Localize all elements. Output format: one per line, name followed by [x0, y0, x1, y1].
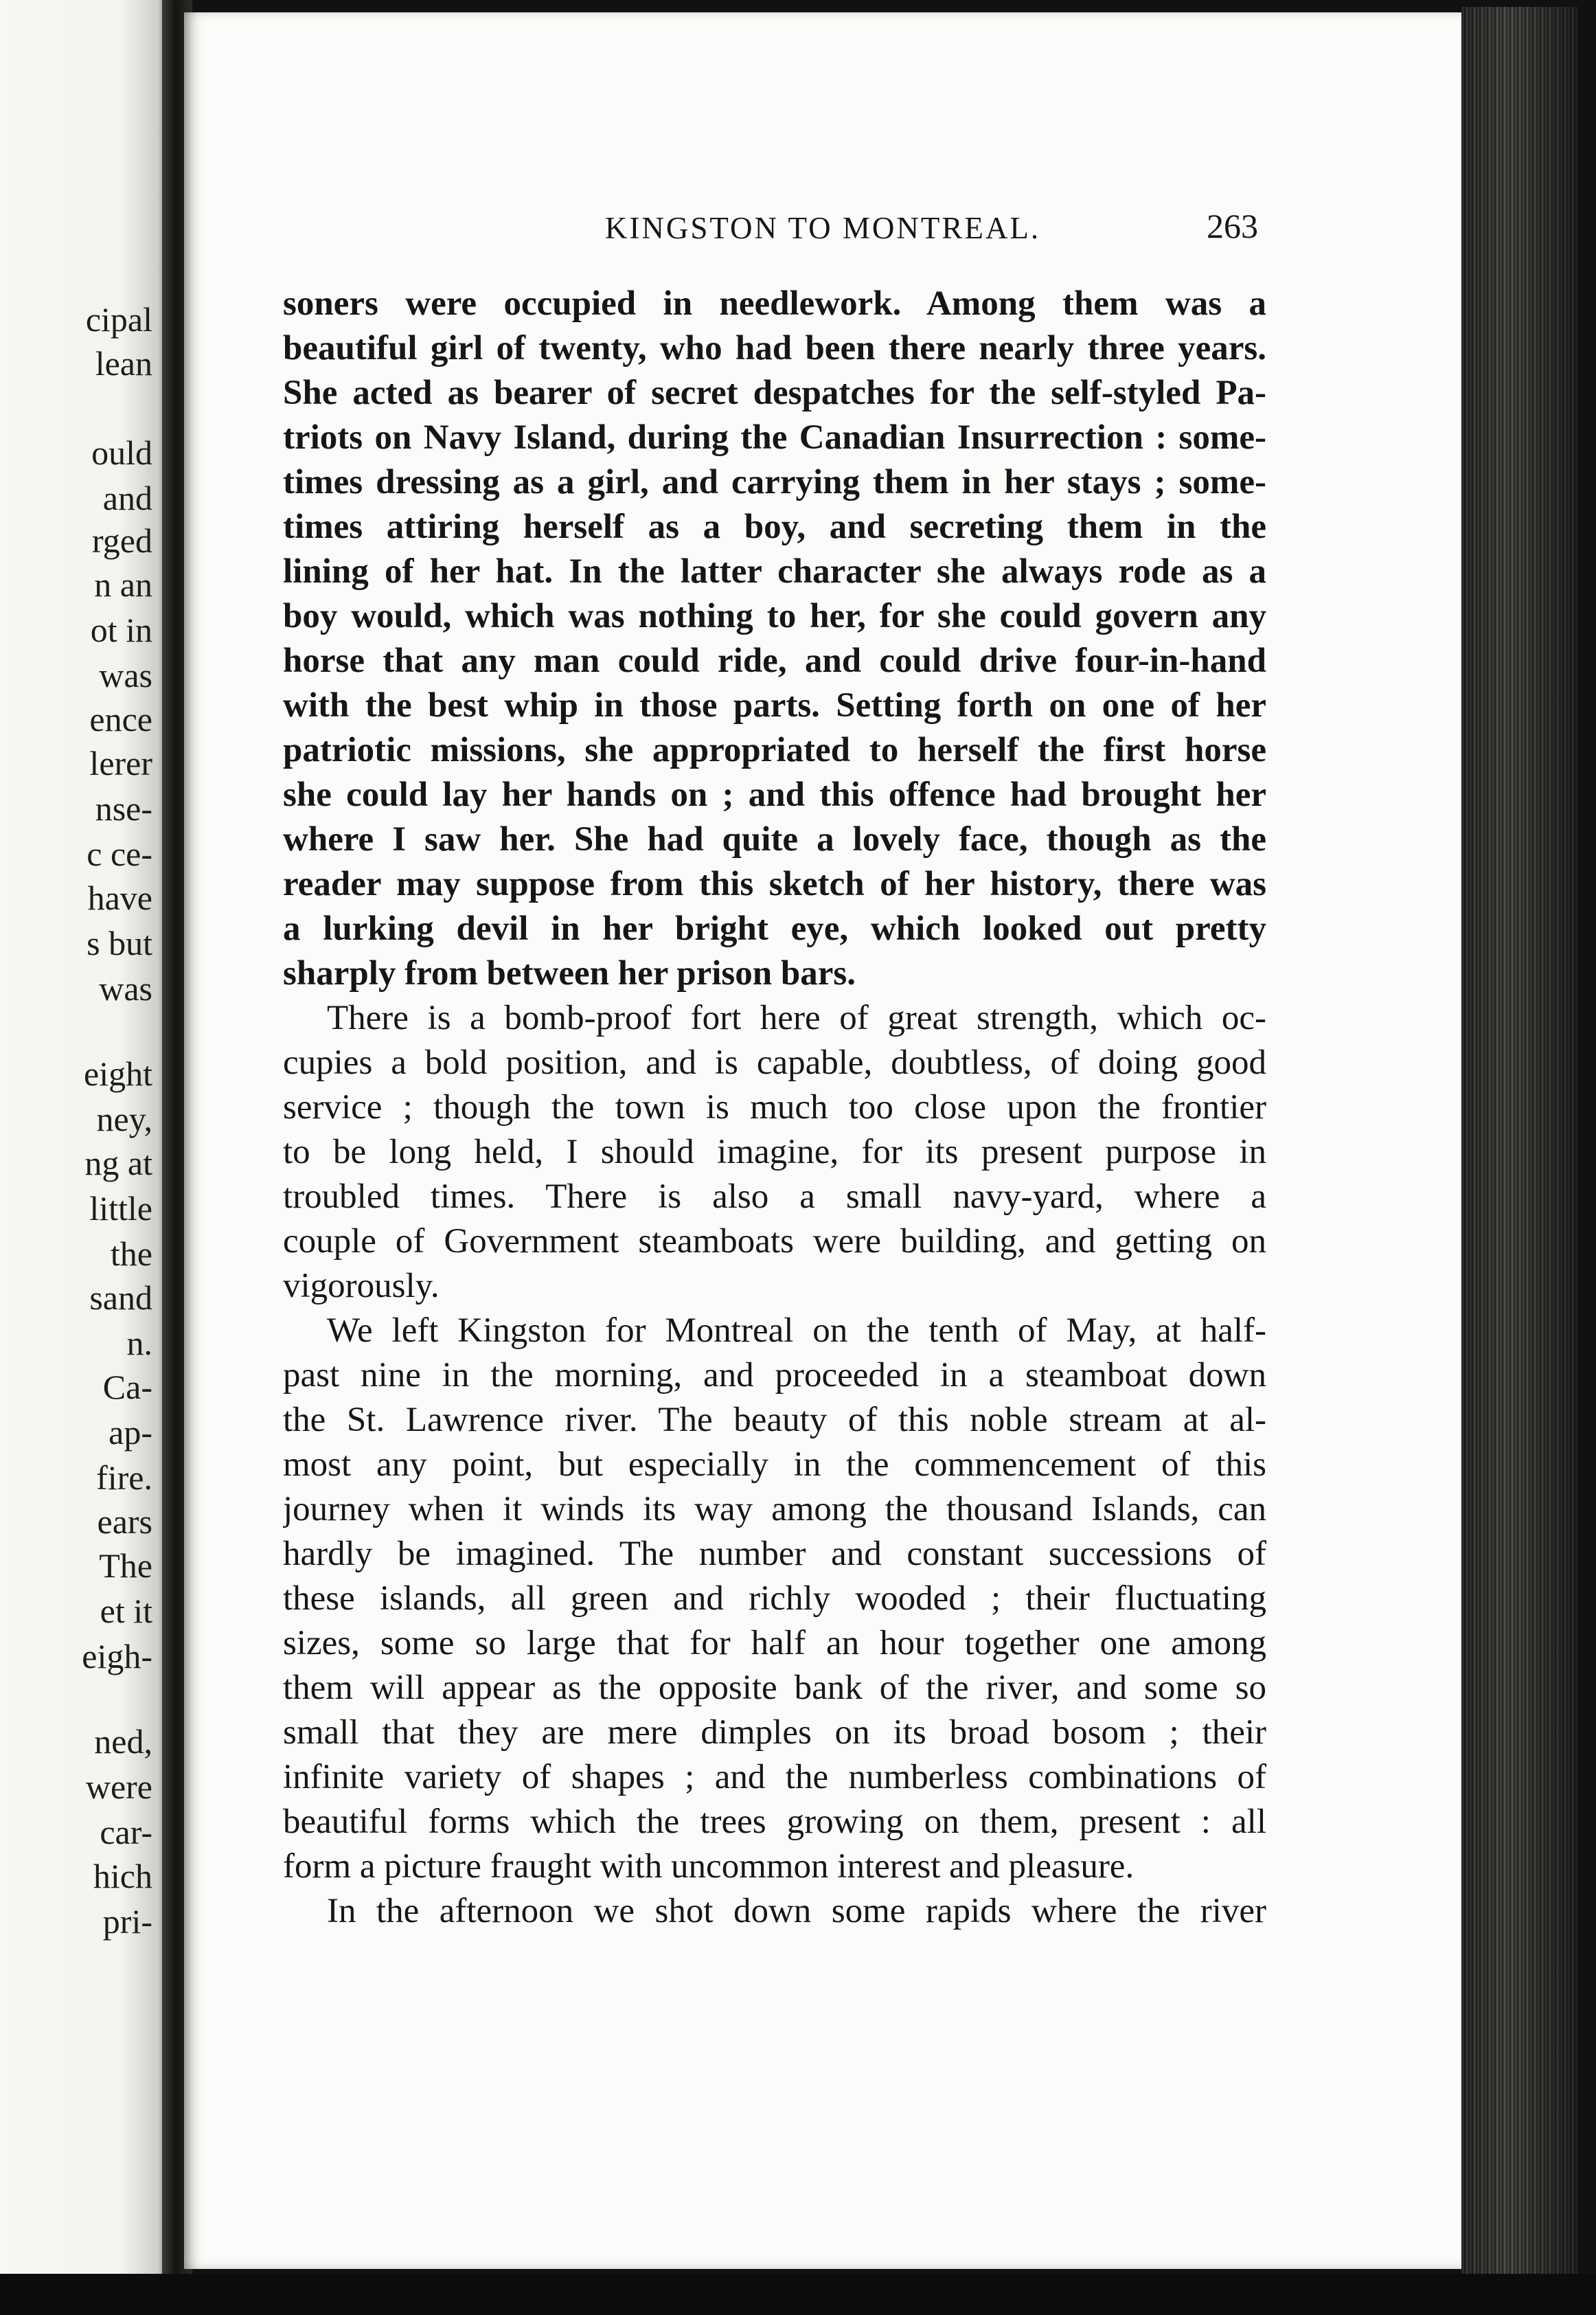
left-page-fragment: ney, [96, 1100, 152, 1138]
left-page-fragment: eight [84, 1054, 152, 1093]
left-page-fragment: lerer [89, 744, 152, 782]
text-line: beautiful girl of twenty, who had been there nearly three years. [283, 329, 1266, 368]
left-page-fragment: eigh- [82, 1637, 152, 1675]
text-line: She acted as bearer of secret despatches for the self-styled Pa- [283, 374, 1266, 412]
text-line: In the afternoon we shot down some rapids where the river [327, 1892, 1266, 1930]
left-page-fragment: ng at [84, 1144, 152, 1182]
left-page-fragment: was [99, 656, 152, 694]
text-line: past nine in the morning, and proceeded in a steamboat down [283, 1356, 1266, 1394]
body-text [283, 282, 1266, 1934]
text-line: hardly be imagined. The number and constant successions of [283, 1535, 1266, 1573]
left-page-fragment: c ce- [87, 835, 152, 873]
text-line: times dressing as a girl, and carrying them in her stays ; some- [283, 463, 1266, 501]
scan-bottom-border [0, 2274, 1596, 2315]
left-page-fragment: s but [87, 924, 152, 962]
text-line: troubled times. There is also a small navy-yard, where a [283, 1177, 1266, 1216]
text-line: with the best whip in those parts. Setting forth on one of her [283, 686, 1266, 725]
text-line: them will appear as the opposite bank of the river, and some so [283, 1669, 1266, 1707]
left-page-fragment: n. [126, 1324, 152, 1362]
text-line: a lurking devil in her bright eye, which looked out pretty [283, 910, 1266, 948]
page-number: 263 [1207, 207, 1258, 245]
left-page-fragment: car- [100, 1813, 152, 1851]
text-line: lining of her hat. In the latter character she always rode as a [283, 552, 1266, 591]
text-line: soners were occupied in needlework. Among them was a [283, 284, 1266, 323]
left-page-fragment: hich [93, 1857, 152, 1895]
text-line: vigorously. [283, 1267, 440, 1305]
left-page-fragment: ould [91, 433, 152, 472]
paragraph [283, 1889, 1266, 1934]
text-line: where I saw her. She had quite a lovely face, though as the [283, 820, 1266, 859]
text-line: most any point, but especially in the commencement of this [283, 1445, 1266, 1484]
running-head: KINGSTON TO MONTREAL. [604, 211, 1041, 245]
paragraph [283, 282, 1266, 996]
text-line: the St. Lawrence river. The beauty of this noble stream at al- [283, 1401, 1266, 1439]
left-page-fragment: were [85, 1768, 152, 1806]
text-line: service ; though the town is much too close upon the frontier [283, 1088, 1266, 1127]
text-line: infinite variety of shapes ; and the numberless combinations of [283, 1758, 1266, 1796]
left-page-fragment: ence [89, 700, 152, 738]
left-page-fragment: fire. [96, 1458, 152, 1497]
text-line: horse that any man could ride, and could drive four-in-hand [283, 642, 1266, 680]
left-page-fragment: The [99, 1546, 152, 1585]
left-page-fragment: little [89, 1189, 152, 1228]
text-line: sharply from between her prison bars. [283, 954, 856, 993]
left-page-fragment: pri- [102, 1902, 152, 1941]
text-line: There is a bomb-proof fort here of great strength, which oc- [327, 999, 1266, 1037]
left-page-fragment: n an [94, 565, 152, 604]
text-line: We left Kingston for Montreal on the tenth of May, at half- [327, 1311, 1266, 1350]
left-page-fragment: Ca- [102, 1368, 152, 1406]
text-line: sizes, some so large that for half an hour together one among [283, 1624, 1266, 1662]
left-page-fragment: ned, [94, 1722, 152, 1761]
left-page-fragment: was [99, 969, 152, 1008]
text-line: small that they are mere dimples on its broad bosom ; their [283, 1713, 1266, 1752]
text-line: form a picture fraught with uncommon interest and pleasure. [283, 1847, 1135, 1886]
left-page-fragment: the [110, 1234, 152, 1273]
text-line: to be long held, I should imagine, for its present purpose in [283, 1133, 1266, 1171]
text-line: reader may suppose from this sketch of her history, there was [283, 865, 1266, 903]
paragraph [283, 1309, 1266, 1889]
left-page-fragment: and [102, 479, 152, 517]
left-page-fragment: nse- [95, 789, 152, 828]
text-line: boy would, which was nothing to her, for she could govern any [283, 597, 1266, 635]
text-line: beautiful forms which the trees growing on them, present : all [283, 1803, 1266, 1841]
text-line: these islands, all green and richly wooded ; their fluctuating [283, 1579, 1266, 1618]
left-page-fragment: ears [97, 1502, 152, 1541]
text-line: triots on Navy Island, during the Canadian Insurrection : some- [283, 418, 1266, 457]
left-page-fragment: lean [95, 344, 152, 383]
left-page-fragment: sand [89, 1278, 152, 1317]
paragraph [283, 996, 1266, 1309]
left-page-fragment: have [87, 879, 152, 917]
left-page-fragment: et it [100, 1592, 152, 1630]
text-line: couple of Government steamboats were building, and getting on [283, 1222, 1266, 1261]
text-line: cupies a bold position, and is capable, doubtless, of doing good [283, 1043, 1266, 1082]
text-line: patriotic missions, she appropriated to herself the first horse [283, 731, 1266, 769]
page-edges [1461, 7, 1578, 2274]
left-page-fragment: rged [92, 521, 152, 560]
text-line: journey when it winds its way among the thousand Islands, can [283, 1490, 1266, 1528]
text-line: she could lay her hands on ; and this offence had brought her [283, 776, 1266, 814]
left-facing-page [0, 0, 172, 2315]
text-line: times attiring herself as a boy, and secreting them in the [283, 508, 1266, 546]
left-page-fragment: ap- [109, 1413, 152, 1452]
left-page-fragment: cipal [85, 300, 152, 339]
left-page-fragment: ot in [90, 611, 152, 649]
